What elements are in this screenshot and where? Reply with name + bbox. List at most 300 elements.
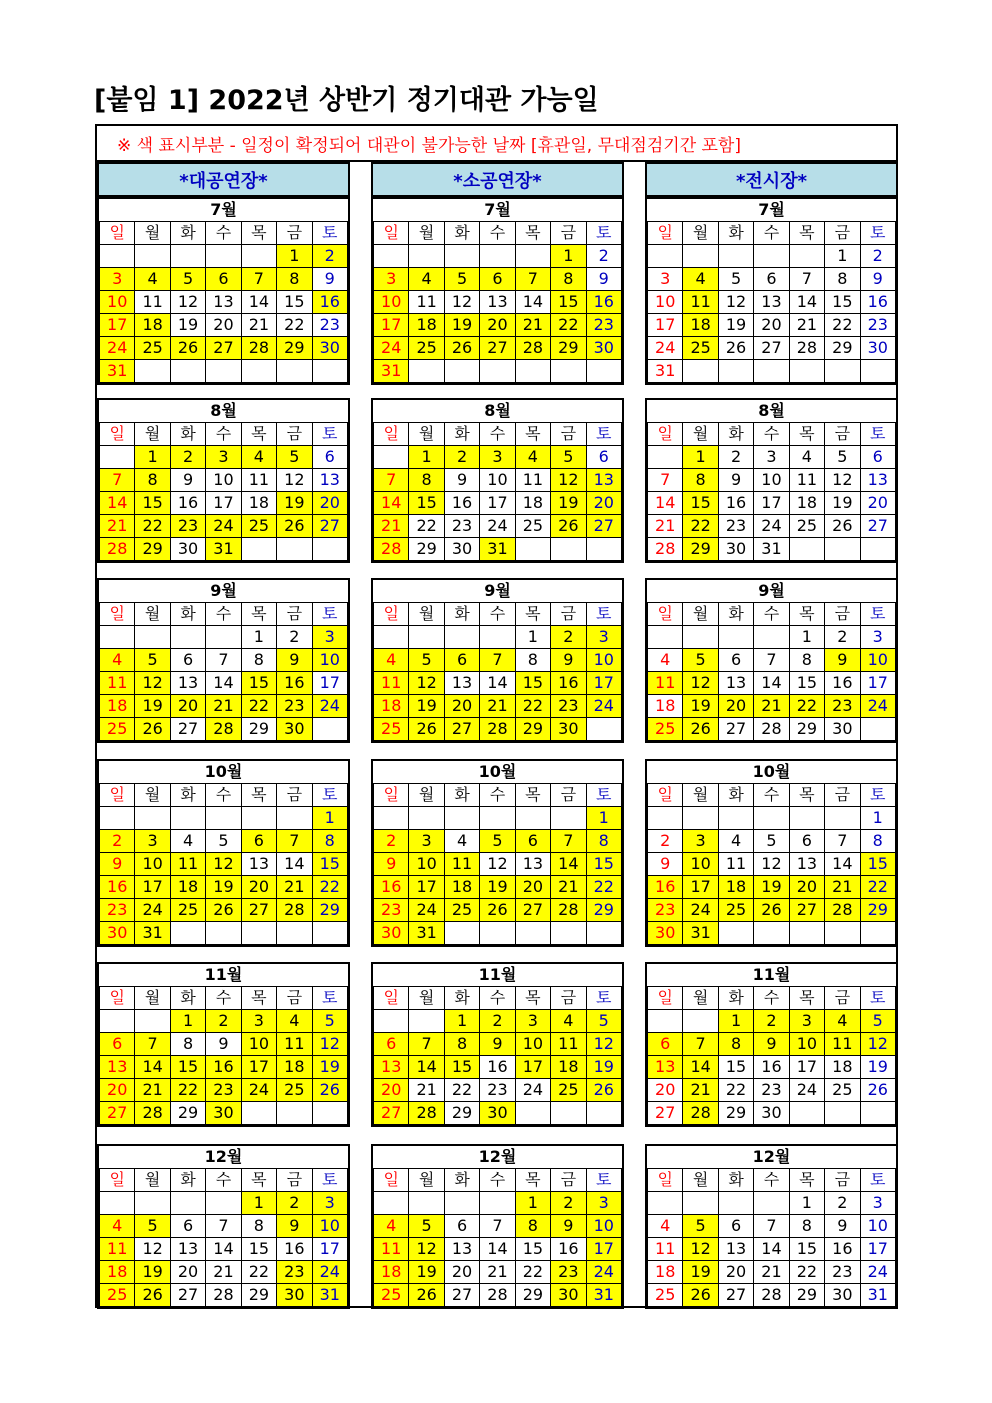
day-cell: 24 — [409, 899, 444, 922]
day-cell: 7 — [135, 1033, 170, 1056]
day-cell: 3 — [683, 830, 718, 853]
empty-cell — [374, 1192, 409, 1215]
day-cell: 3 — [789, 1010, 824, 1033]
day-cell: 4 — [789, 446, 824, 469]
day-cell: 26 — [444, 337, 479, 360]
day-cell: 19 — [683, 1261, 718, 1284]
day-cell: 25 — [241, 515, 276, 538]
weekday-header: 목 — [789, 784, 824, 807]
day-cell: 25 — [825, 1079, 860, 1102]
empty-cell — [825, 538, 860, 561]
day-cell: 1 — [170, 1010, 205, 1033]
day-cell: 22 — [825, 314, 860, 337]
weekday-header: 금 — [825, 603, 860, 626]
weekday-header: 수 — [480, 222, 515, 245]
day-cell: 1 — [825, 245, 860, 268]
weekday-header: 금 — [277, 222, 312, 245]
day-cell: 19 — [683, 695, 718, 718]
weekday-header: 수 — [754, 1169, 789, 1192]
day-cell: 13 — [515, 853, 550, 876]
day-cell: 29 — [444, 1102, 479, 1125]
weekday-header: 토 — [586, 784, 621, 807]
empty-cell — [718, 245, 753, 268]
weekday-header: 목 — [241, 222, 276, 245]
day-cell: 24 — [312, 1261, 347, 1284]
day-cell: 6 — [515, 830, 550, 853]
day-cell: 4 — [374, 649, 409, 672]
weekday-header: 수 — [754, 784, 789, 807]
day-cell: 25 — [374, 718, 409, 741]
month-label: 7월 — [648, 199, 896, 222]
empty-cell — [551, 1102, 586, 1125]
day-cell: 9 — [277, 1215, 312, 1238]
day-cell: 12 — [480, 853, 515, 876]
day-cell: 24 — [206, 515, 241, 538]
day-cell: 12 — [551, 469, 586, 492]
day-cell: 22 — [789, 1261, 824, 1284]
day-cell: 30 — [648, 922, 683, 945]
day-cell: 22 — [241, 695, 276, 718]
weekday-header: 토 — [312, 784, 347, 807]
day-cell: 27 — [718, 718, 753, 741]
day-cell: 29 — [718, 1102, 753, 1125]
day-cell: 5 — [409, 1215, 444, 1238]
day-cell: 10 — [480, 469, 515, 492]
month-label: 11월 — [374, 964, 622, 987]
empty-cell — [277, 1102, 312, 1125]
day-cell: 1 — [241, 1192, 276, 1215]
empty-cell — [480, 1192, 515, 1215]
day-cell: 5 — [312, 1010, 347, 1033]
empty-cell — [374, 626, 409, 649]
day-cell: 13 — [206, 291, 241, 314]
weekday-header: 일 — [100, 222, 135, 245]
day-cell: 2 — [312, 245, 347, 268]
day-cell: 1 — [551, 245, 586, 268]
day-cell: 2 — [551, 1192, 586, 1215]
day-cell: 4 — [100, 1215, 135, 1238]
weekday-header: 월 — [683, 987, 718, 1010]
day-cell: 23 — [312, 314, 347, 337]
day-cell: 30 — [206, 1102, 241, 1125]
day-cell: 16 — [374, 876, 409, 899]
weekday-header: 금 — [825, 1169, 860, 1192]
weekday-header: 수 — [206, 1169, 241, 1192]
month-label: 7월 — [100, 199, 348, 222]
day-cell: 11 — [683, 291, 718, 314]
empty-cell — [135, 245, 170, 268]
day-cell: 17 — [409, 876, 444, 899]
weekday-header: 토 — [860, 784, 895, 807]
day-cell: 29 — [789, 1284, 824, 1307]
day-cell: 27 — [444, 718, 479, 741]
day-cell: 11 — [789, 469, 824, 492]
weekday-header: 화 — [718, 222, 753, 245]
weekday-header: 일 — [100, 784, 135, 807]
day-cell: 10 — [206, 469, 241, 492]
day-cell: 13 — [718, 672, 753, 695]
month-calendar — [371, 197, 624, 385]
day-cell: 5 — [135, 1215, 170, 1238]
weekday-header: 목 — [789, 603, 824, 626]
day-cell: 19 — [825, 492, 860, 515]
day-cell: 16 — [718, 492, 753, 515]
month-calendar — [371, 398, 624, 563]
empty-cell — [409, 245, 444, 268]
day-cell: 7 — [754, 649, 789, 672]
day-cell: 1 — [277, 245, 312, 268]
day-cell: 1 — [515, 626, 550, 649]
day-cell: 16 — [170, 492, 205, 515]
day-cell: 18 — [648, 695, 683, 718]
empty-cell — [515, 245, 550, 268]
weekday-header: 월 — [409, 423, 444, 446]
day-cell: 19 — [480, 876, 515, 899]
day-cell: 30 — [860, 337, 895, 360]
day-cell: 19 — [754, 876, 789, 899]
empty-cell — [135, 807, 170, 830]
day-cell: 8 — [718, 1033, 753, 1056]
day-cell: 17 — [683, 876, 718, 899]
day-cell: 31 — [648, 360, 683, 383]
day-cell: 3 — [241, 1010, 276, 1033]
day-cell: 20 — [789, 876, 824, 899]
day-cell: 7 — [100, 469, 135, 492]
day-cell: 7 — [551, 830, 586, 853]
day-cell: 18 — [100, 1261, 135, 1284]
month-calendar — [645, 759, 898, 947]
day-cell: 21 — [789, 314, 824, 337]
venue-header-0: *대공연장* — [97, 162, 350, 197]
day-cell: 26 — [170, 337, 205, 360]
day-cell: 15 — [409, 492, 444, 515]
day-cell: 15 — [444, 1056, 479, 1079]
day-cell: 6 — [241, 830, 276, 853]
day-cell: 29 — [241, 718, 276, 741]
empty-cell — [312, 922, 347, 945]
day-cell: 5 — [480, 830, 515, 853]
weekday-header: 금 — [551, 1169, 586, 1192]
venue-header-1: *소공연장* — [371, 162, 624, 197]
day-cell: 7 — [206, 1215, 241, 1238]
day-cell: 24 — [789, 1079, 824, 1102]
weekday-header: 수 — [206, 603, 241, 626]
day-cell: 26 — [586, 1079, 621, 1102]
weekday-header: 화 — [718, 423, 753, 446]
empty-cell — [374, 245, 409, 268]
day-cell: 10 — [586, 1215, 621, 1238]
empty-cell — [409, 807, 444, 830]
day-cell: 22 — [312, 876, 347, 899]
day-cell: 14 — [754, 672, 789, 695]
day-cell: 5 — [754, 830, 789, 853]
day-cell: 9 — [551, 1215, 586, 1238]
day-cell: 27 — [206, 337, 241, 360]
day-cell: 17 — [312, 672, 347, 695]
day-cell: 21 — [648, 515, 683, 538]
day-cell: 13 — [170, 672, 205, 695]
day-cell: 21 — [241, 314, 276, 337]
day-cell: 12 — [409, 1238, 444, 1261]
day-cell: 31 — [409, 922, 444, 945]
empty-cell — [515, 922, 550, 945]
month-label: 10월 — [100, 761, 348, 784]
day-cell: 25 — [444, 899, 479, 922]
day-cell: 3 — [586, 626, 621, 649]
day-cell: 5 — [860, 1010, 895, 1033]
empty-cell — [718, 807, 753, 830]
day-cell: 6 — [718, 649, 753, 672]
empty-cell — [586, 718, 621, 741]
day-cell: 6 — [754, 268, 789, 291]
day-cell: 4 — [409, 268, 444, 291]
day-cell: 4 — [170, 830, 205, 853]
day-cell: 23 — [100, 899, 135, 922]
day-cell: 17 — [241, 1056, 276, 1079]
empty-cell — [206, 245, 241, 268]
day-cell: 24 — [586, 695, 621, 718]
day-cell: 23 — [551, 695, 586, 718]
day-cell: 1 — [860, 807, 895, 830]
day-cell: 10 — [789, 1033, 824, 1056]
day-cell: 22 — [860, 876, 895, 899]
empty-cell — [277, 807, 312, 830]
day-cell: 30 — [551, 718, 586, 741]
weekday-header: 토 — [586, 222, 621, 245]
day-cell: 22 — [515, 695, 550, 718]
day-cell: 12 — [312, 1033, 347, 1056]
empty-cell — [312, 538, 347, 561]
day-cell: 11 — [515, 469, 550, 492]
empty-cell — [480, 807, 515, 830]
day-cell: 20 — [648, 1079, 683, 1102]
weekday-header: 수 — [206, 987, 241, 1010]
notice-text: ※ 색 표시부분 - 일정이 확정되어 대관이 불가능한 날짜 [휴관일, 무대점검기간 포함] — [97, 126, 898, 162]
weekday-header: 수 — [480, 987, 515, 1010]
day-cell: 17 — [586, 1238, 621, 1261]
weekday-header: 화 — [170, 987, 205, 1010]
day-cell: 10 — [515, 1033, 550, 1056]
day-cell: 10 — [409, 853, 444, 876]
day-cell: 9 — [277, 649, 312, 672]
weekday-header: 금 — [277, 603, 312, 626]
day-cell: 13 — [444, 1238, 479, 1261]
day-cell: 7 — [241, 268, 276, 291]
day-cell: 13 — [718, 1238, 753, 1261]
day-cell: 3 — [312, 626, 347, 649]
day-cell: 4 — [241, 446, 276, 469]
day-cell: 27 — [170, 1284, 205, 1307]
day-cell: 18 — [648, 1261, 683, 1284]
day-cell: 26 — [135, 1284, 170, 1307]
day-cell: 12 — [135, 672, 170, 695]
empty-cell — [312, 360, 347, 383]
empty-cell — [409, 626, 444, 649]
weekday-header: 수 — [206, 423, 241, 446]
day-cell: 17 — [754, 492, 789, 515]
empty-cell — [789, 360, 824, 383]
day-cell: 28 — [825, 899, 860, 922]
day-cell: 21 — [135, 1079, 170, 1102]
day-cell: 15 — [586, 853, 621, 876]
day-cell: 21 — [825, 876, 860, 899]
day-cell: 2 — [206, 1010, 241, 1033]
day-cell: 16 — [586, 291, 621, 314]
day-cell: 29 — [277, 337, 312, 360]
day-cell: 11 — [241, 469, 276, 492]
weekday-header: 토 — [312, 603, 347, 626]
day-cell: 14 — [206, 1238, 241, 1261]
day-cell: 8 — [170, 1033, 205, 1056]
day-cell: 8 — [586, 830, 621, 853]
month-calendar — [645, 578, 898, 743]
day-cell: 28 — [277, 899, 312, 922]
day-cell: 3 — [648, 268, 683, 291]
day-cell: 6 — [312, 446, 347, 469]
day-cell: 25 — [683, 337, 718, 360]
day-cell: 6 — [170, 1215, 205, 1238]
weekday-header: 목 — [515, 603, 550, 626]
weekday-header: 화 — [444, 423, 479, 446]
day-cell: 25 — [515, 515, 550, 538]
day-cell: 26 — [409, 1284, 444, 1307]
month-label: 10월 — [648, 761, 896, 784]
day-cell: 13 — [312, 469, 347, 492]
day-cell: 13 — [480, 291, 515, 314]
day-cell: 14 — [277, 853, 312, 876]
empty-cell — [718, 1192, 753, 1215]
empty-cell — [515, 360, 550, 383]
day-cell: 21 — [515, 314, 550, 337]
empty-cell — [100, 446, 135, 469]
weekday-header: 일 — [374, 784, 409, 807]
day-cell: 19 — [206, 876, 241, 899]
day-cell: 12 — [206, 853, 241, 876]
day-cell: 2 — [825, 1192, 860, 1215]
month-calendar — [97, 197, 350, 385]
day-cell: 28 — [683, 1102, 718, 1125]
empty-cell — [586, 538, 621, 561]
weekday-header: 화 — [170, 1169, 205, 1192]
day-cell: 23 — [444, 515, 479, 538]
venue-header-2: *전시장* — [645, 162, 898, 197]
day-cell: 20 — [206, 314, 241, 337]
weekday-header: 목 — [241, 784, 276, 807]
day-cell: 18 — [718, 876, 753, 899]
day-cell: 26 — [683, 718, 718, 741]
day-cell: 30 — [277, 1284, 312, 1307]
day-cell: 16 — [480, 1056, 515, 1079]
day-cell: 9 — [718, 469, 753, 492]
day-cell: 8 — [551, 268, 586, 291]
day-cell: 15 — [683, 492, 718, 515]
day-cell: 12 — [683, 1238, 718, 1261]
empty-cell — [444, 922, 479, 945]
day-cell: 4 — [648, 649, 683, 672]
day-cell: 11 — [100, 672, 135, 695]
day-cell: 19 — [860, 1056, 895, 1079]
empty-cell — [374, 1010, 409, 1033]
day-cell: 21 — [277, 876, 312, 899]
weekday-header: 월 — [135, 423, 170, 446]
day-cell: 26 — [551, 515, 586, 538]
day-cell: 5 — [170, 268, 205, 291]
weekday-header: 목 — [241, 423, 276, 446]
day-cell: 30 — [374, 922, 409, 945]
weekday-header: 화 — [170, 222, 205, 245]
weekday-header: 수 — [480, 784, 515, 807]
empty-cell — [241, 538, 276, 561]
day-cell: 6 — [718, 1215, 753, 1238]
day-cell: 19 — [135, 1261, 170, 1284]
empty-cell — [586, 922, 621, 945]
day-cell: 16 — [206, 1056, 241, 1079]
day-cell: 11 — [825, 1033, 860, 1056]
day-cell: 9 — [586, 268, 621, 291]
weekday-header: 일 — [374, 423, 409, 446]
day-cell: 14 — [374, 492, 409, 515]
day-cell: 7 — [825, 830, 860, 853]
weekday-header: 월 — [135, 603, 170, 626]
empty-cell — [648, 1010, 683, 1033]
day-cell: 16 — [100, 876, 135, 899]
weekday-header: 토 — [312, 987, 347, 1010]
day-cell: 19 — [135, 695, 170, 718]
day-cell: 12 — [409, 672, 444, 695]
day-cell: 23 — [374, 899, 409, 922]
day-cell: 2 — [277, 626, 312, 649]
empty-cell — [825, 922, 860, 945]
day-cell: 6 — [480, 268, 515, 291]
month-calendar — [97, 398, 350, 563]
weekday-header: 화 — [444, 1169, 479, 1192]
day-cell: 11 — [374, 1238, 409, 1261]
day-cell: 9 — [312, 268, 347, 291]
day-cell: 9 — [100, 853, 135, 876]
weekday-header: 목 — [241, 603, 276, 626]
weekday-header: 월 — [135, 784, 170, 807]
empty-cell — [100, 1010, 135, 1033]
day-cell: 7 — [409, 1033, 444, 1056]
weekday-header: 월 — [409, 603, 444, 626]
empty-cell — [277, 922, 312, 945]
day-cell: 9 — [374, 853, 409, 876]
day-cell: 1 — [312, 807, 347, 830]
day-cell: 24 — [648, 337, 683, 360]
day-cell: 18 — [241, 492, 276, 515]
day-cell: 27 — [515, 899, 550, 922]
month-label: 11월 — [648, 964, 896, 987]
empty-cell — [374, 807, 409, 830]
day-cell: 14 — [409, 1056, 444, 1079]
day-cell: 28 — [241, 337, 276, 360]
day-cell: 18 — [100, 695, 135, 718]
weekday-header: 일 — [648, 222, 683, 245]
day-cell: 11 — [170, 853, 205, 876]
day-cell: 24 — [100, 337, 135, 360]
day-cell: 24 — [586, 1261, 621, 1284]
day-cell: 26 — [480, 899, 515, 922]
day-cell: 26 — [754, 899, 789, 922]
day-cell: 11 — [444, 853, 479, 876]
day-cell: 23 — [825, 695, 860, 718]
day-cell: 8 — [825, 268, 860, 291]
day-cell: 4 — [648, 1215, 683, 1238]
day-cell: 13 — [860, 469, 895, 492]
weekday-header: 화 — [718, 603, 753, 626]
day-cell: 21 — [754, 695, 789, 718]
weekday-header: 일 — [648, 987, 683, 1010]
